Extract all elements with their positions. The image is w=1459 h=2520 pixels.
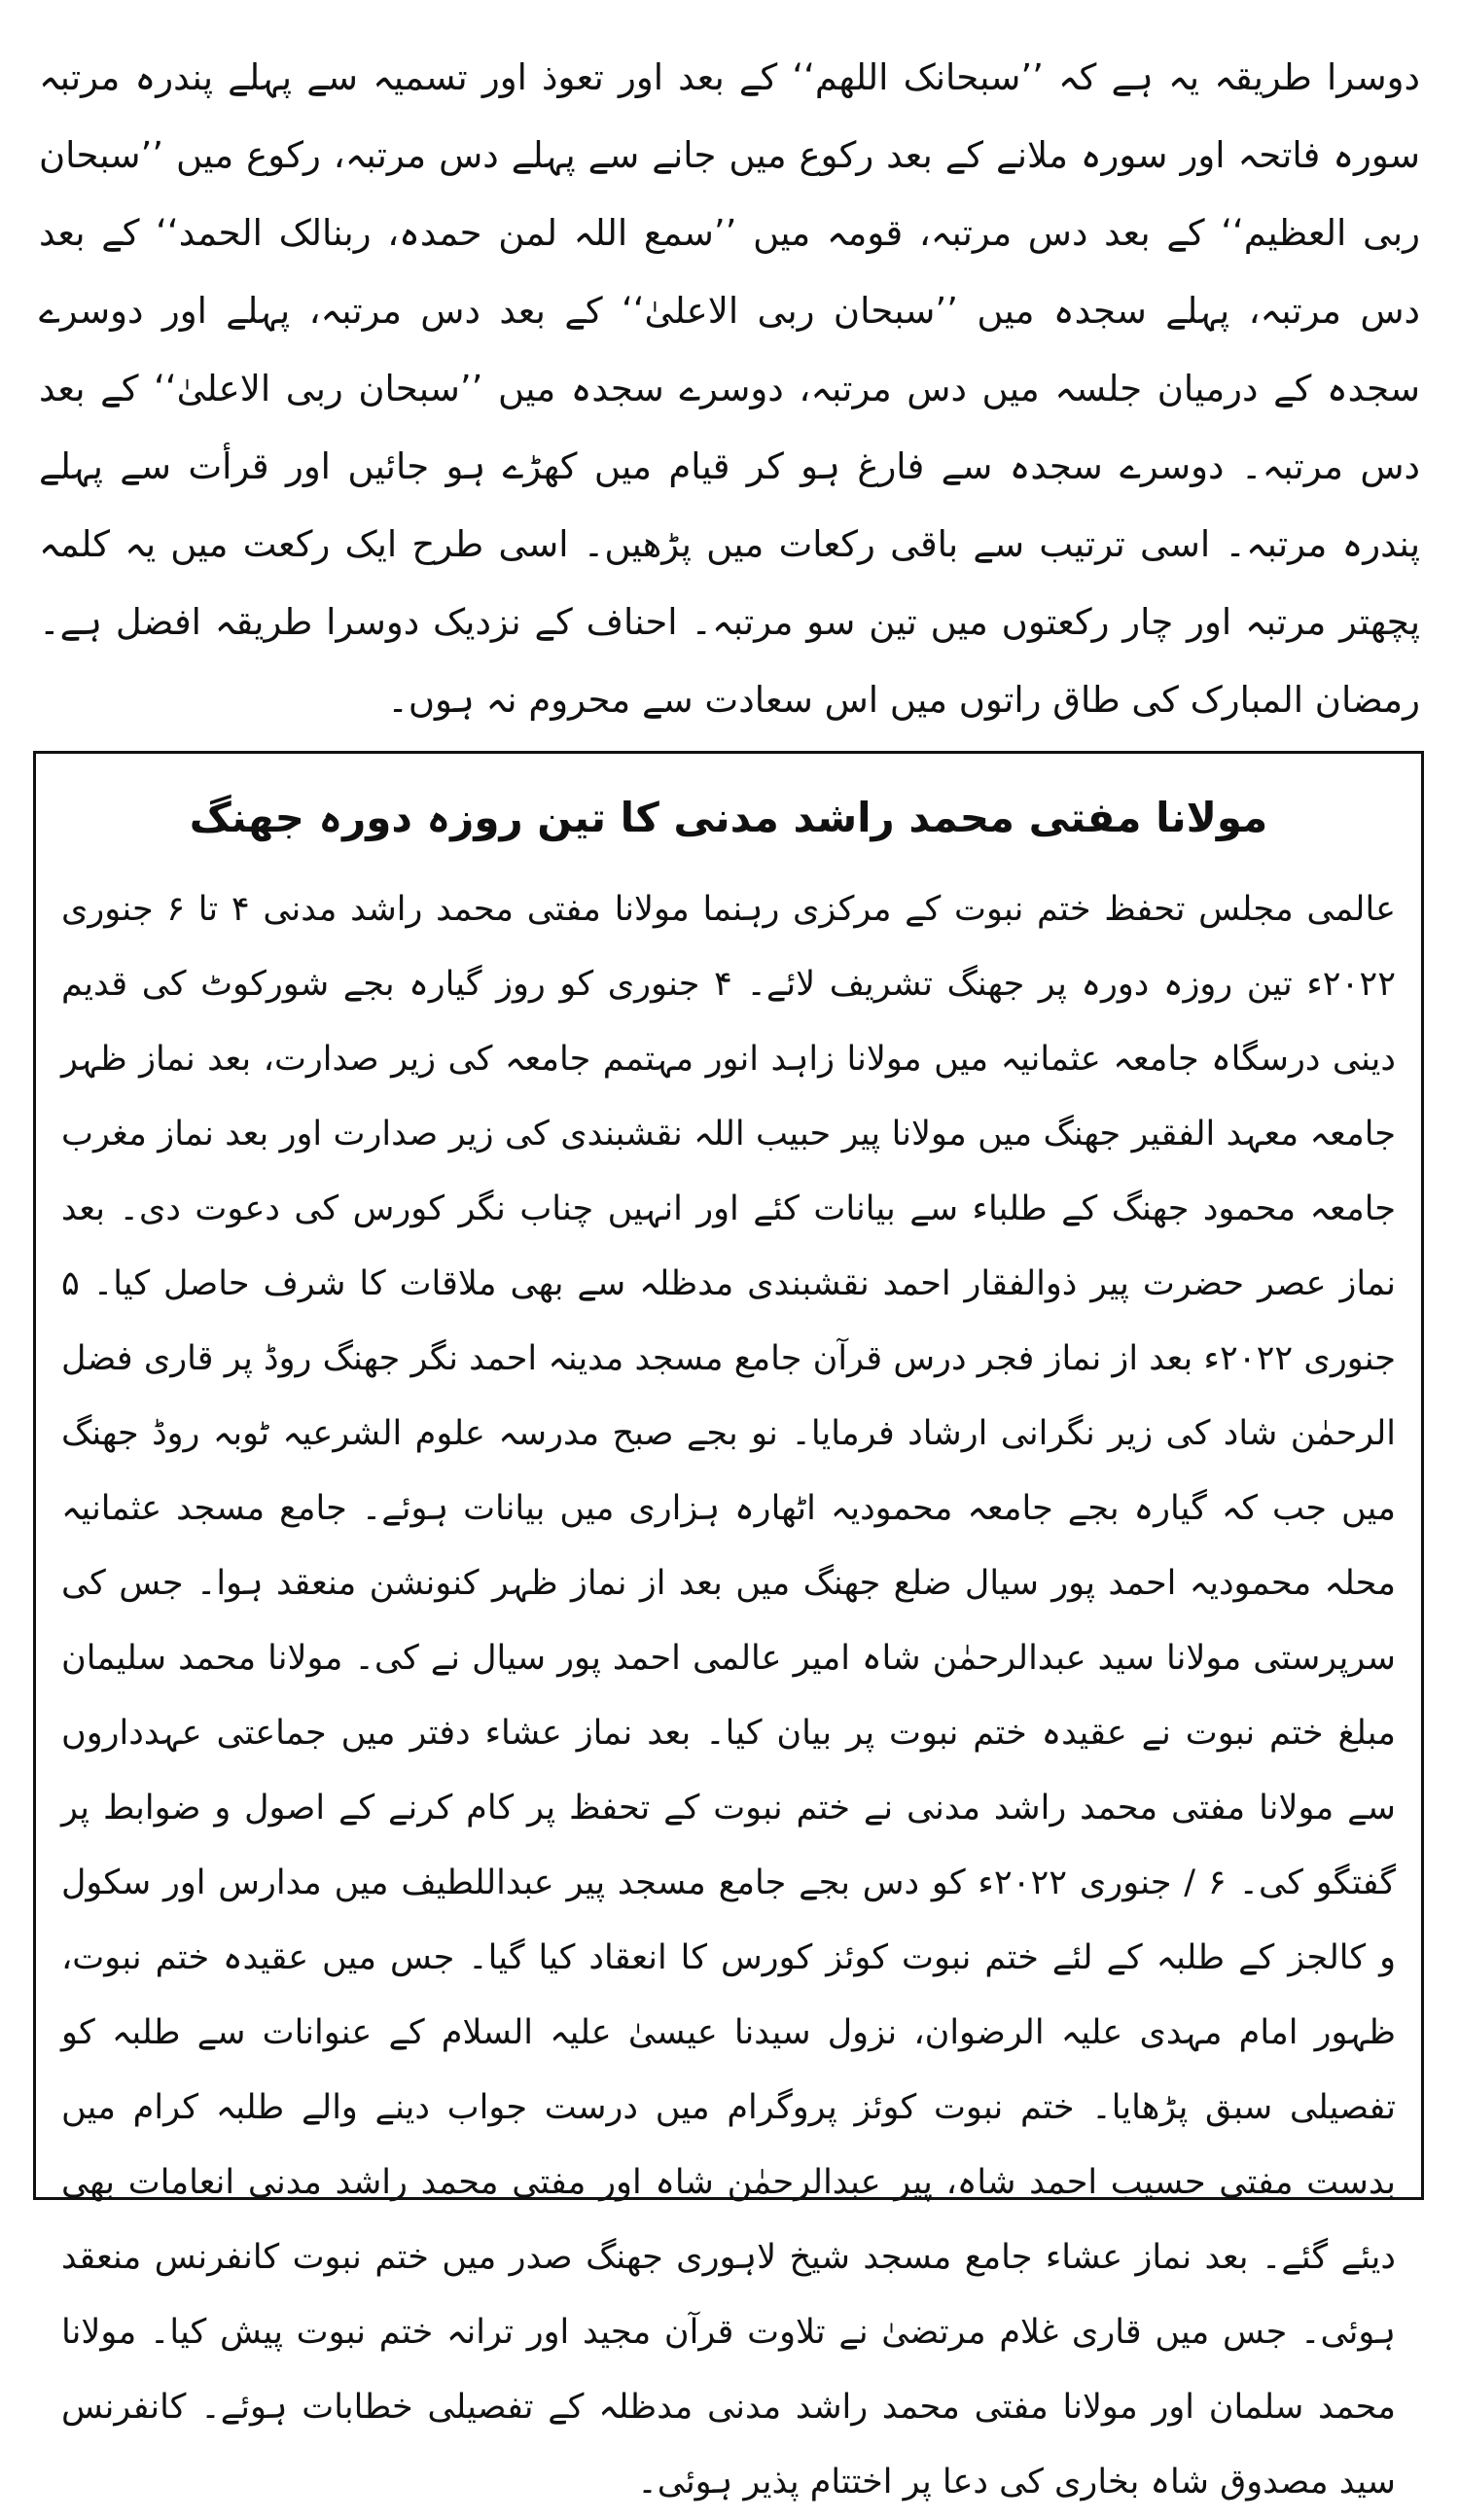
intro-section xyxy=(39,39,1420,739)
news-box xyxy=(33,751,1424,2502)
news-body: عالمی مجلس تحفظ ختم نبوت کے مرکزی رہنما مولانا مفتی محمد راشد مدنی ۴ تا ۶ جنوری ۲۰۲۲ء تین روزہ دورہ پر جھنگ تشریف لائے۔ ۴ جنوری کو روز گیارہ بجے شورکوٹ کی قدیم دینی درسگاہ جامعہ عثمانیہ میں مولانا زاہد انور مہتمم جامعہ کی زیر صدارت، بعد نماز ظہر جامعہ معہد الفقیر جھنگ میں مولانا پیر حبیب اللہ نقشبندی کی زیر صدارت اور بعد نماز مغرب جامعہ محمود جھنگ کے طلباء سے بیانات کئے اور انہیں چناب نگر کورس کی دعوت دی۔ بعد نماز عصر حضرت پیر ذوالفقار احمد نقشبندی مدظلہ سے بھی ملاقات کا شرف حاصل کیا۔ ۵ جنوری ۲۰۲۲ء بعد از نماز فجر درس قرآن جامع مسجد مدینہ احمد نگر جھنگ روڈ پر قاری فضل الرحمٰن شاد کی زیر نگرانی ارشاد فرمایا۔ نو بجے صبح مدرسہ علوم الشرعیہ ٹوبہ روڈ جھنگ میں جب کہ گیارہ بجے جامعہ محمودیہ اٹھارہ ہزاری میں بیانات ہوئے۔ جامع مسجد عثمانیہ محلہ محمودیہ احمد پور سیال ضلع جھنگ میں بعد از نماز ظہر کنونشن منعقد ہوا۔ جس کی سرپرستی مولانا سید عبدالرحمٰن شاہ امیر عالمی احمد پور سیال نے کی۔ مولانا محمد سلیمان مبلغ ختم نبوت نے عقیدہ ختم نبوت پر بیان کیا۔ بعد نماز عشاء دفتر میں جماعتی عہدداروں سے مولانا مفتی محمد راشد مدنی نے ختم نبوت کے تحفظ پر کام کرنے کے اصول و ضوابط پر گفتگو کی۔ ۶ / جنوری ۲۰۲۲ء کو دس بجے جامع مسجد پیر عبداللطیف میں مدارس اور سکول و کالجز کے طلبہ کے لئے ختم نبوت کوئز کورس کا انعقاد کیا گیا۔ جس میں عقیدہ ختم نبوت، ظہور امام مہدی علیہ الرضوان، نزول سیدنا عیسیٰ علیہ السلام کے عنوانات سے طلبہ کو تفصیلی سبق پڑھایا۔ ختم نبوت کوئز پروگرام میں درست جواب دینے والے طلبہ کرام میں بدست مفتی حسیب احمد شاہ، پیر عبدالرحمٰن شاہ اور مفتی محمد راشد مدنی انعامات بھی دیئے گئے۔ بعد نماز عشاء جامع مسجد شیخ لاہوری جھنگ صدر میں ختم نبوت کانفرنس منعقد ہوئی۔ جس میں قاری غلام مرتضیٰ نے تلاوت قرآن مجید اور ترانہ ختم نبوت پیش کیا۔ مولانا محمد سلمان اور مولانا مفتی محمد راشد مدنی مدظلہ کے تفصیلی خطابات ہوئے۔ کانفرنس سید مصدوق شاہ بخاری کی دعا پر اختتام پذیر ہوئی۔ xyxy=(61,890,1397,2502)
news-title: مولانا مفتی محمد راشد مدنی کا تین روزہ دورہ جھنگ xyxy=(189,794,1268,841)
intro-paragraph: دوسرا طریقہ یہ ہے کہ ’’سبحانک اللھم‘‘ کے بعد اور تعوذ اور تسمیہ سے پہلے پندرہ مرتبہ سورہ فاتحہ اور سورہ ملانے کے بعد رکوع میں جانے سے پہلے دس مرتبہ، رکوع میں ’’سبحان ربی العظیم‘‘ کے بعد دس مرتبہ، قومہ میں ’’سمع اللہ لمن حمدہ، ربنالک الحمد‘‘ کے بعد دس مرتبہ، پہلے سجدہ میں ’’سبحان ربی الاعلیٰ‘‘ کے بعد دس مرتبہ، پہلے اور دوسرے سجدہ کے درمیان جلسہ میں دس مرتبہ، دوسرے سجدہ میں ’’سبحان ربی الاعلیٰ‘‘ کے بعد دس مرتبہ۔ دوسرے سجدہ سے فارغ ہو کر قیام میں کھڑے ہو جائیں اور قرأت سے پہلے پندرہ مرتبہ۔ اسی ترتیب سے باقی رکعات میں پڑھیں۔ اسی طرح ایک رکعت میں یہ کلمہ پچھتر مرتبہ اور چار رکعتوں میں تین سو مرتبہ۔ احناف کے نزدیک دوسرا طریقہ افضل ہے۔ رمضان المبارک کی طاق راتوں میں اس سعادت سے محروم نہ ہوں۔ xyxy=(39,56,1420,721)
